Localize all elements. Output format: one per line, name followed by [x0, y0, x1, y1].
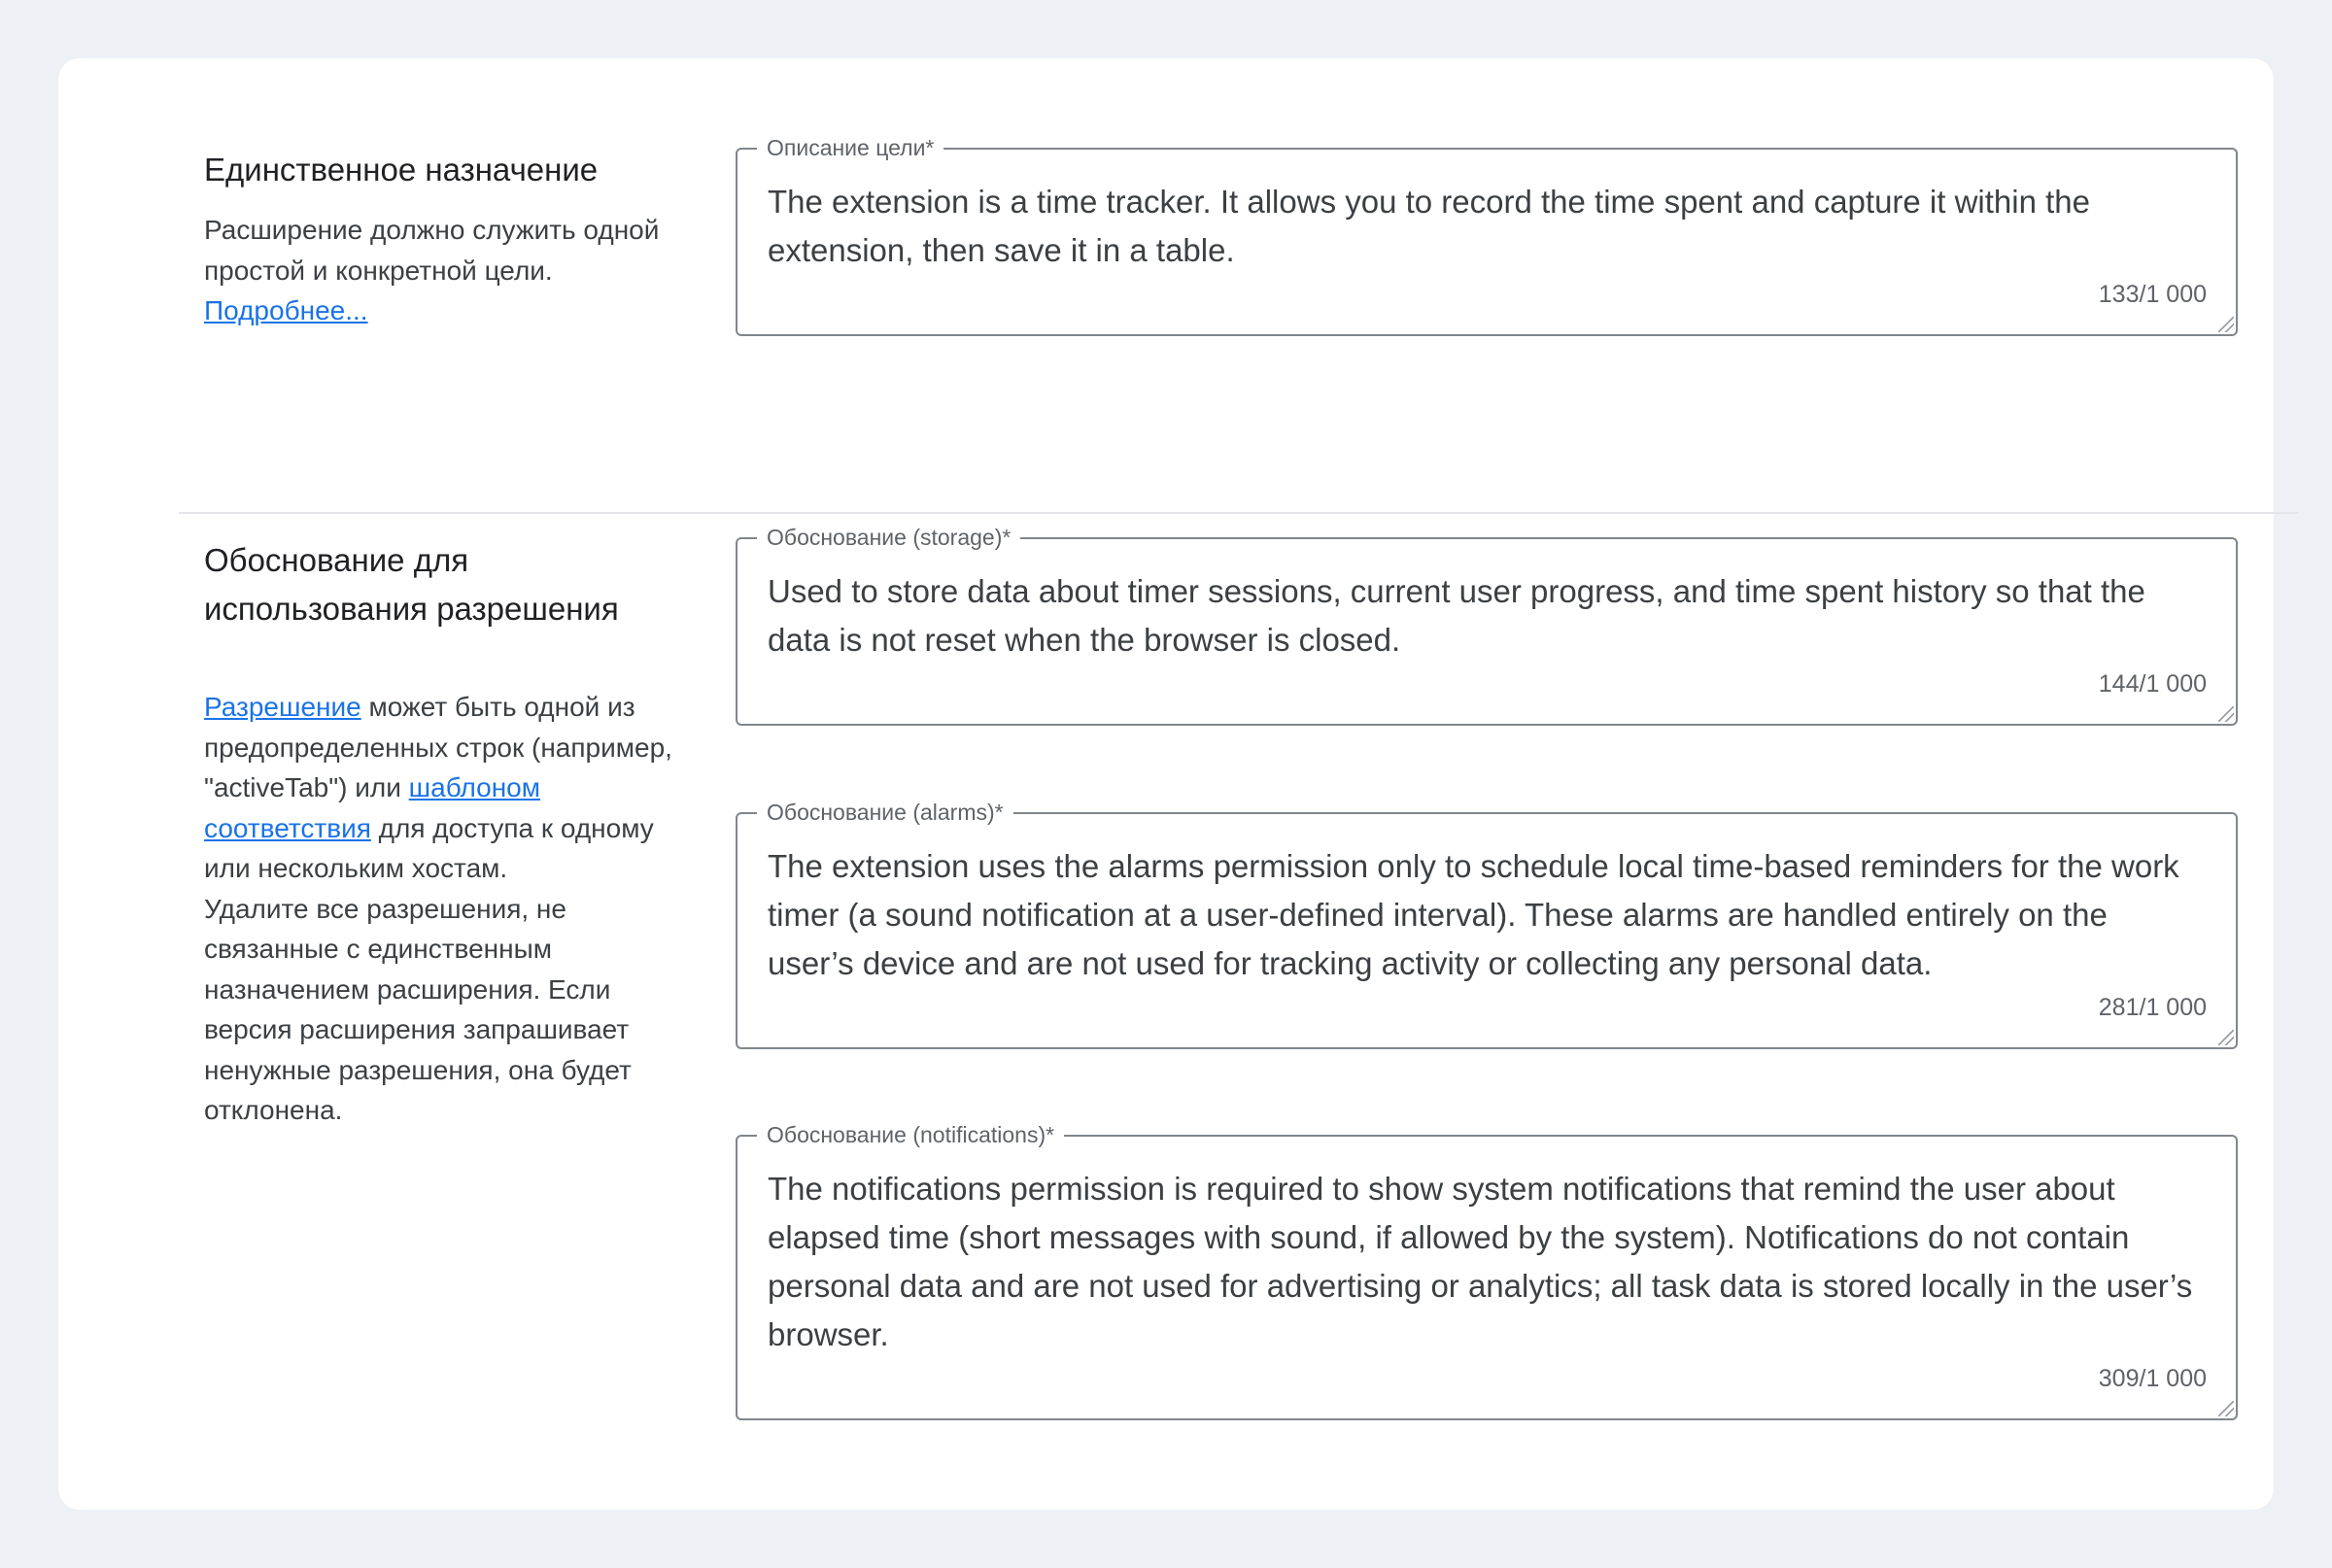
notifications-justification-counter: 309/1 000	[2098, 1365, 2207, 1392]
notifications-justification-value[interactable]: The notifications permission is required to show system notifications that remind the user about elapsed time (short messages with sound, if allowed by the system). Notifications do not contain personal data and are not used for advertising or analytics; all task data is stored locally in the user’s browser.	[768, 1171, 2193, 1352]
storage-justification-label: Обоснование (storage)*	[757, 525, 1020, 550]
storage-justification-value[interactable]: Used to store data about timer sessions, current user progress, and time spent history so that the data is not reset when the browser is closed.	[768, 573, 2145, 658]
resize-handle-icon[interactable]	[2218, 706, 2234, 722]
notifications-justification-label: Обоснование (notifications)*	[757, 1122, 1064, 1147]
resize-handle-icon[interactable]	[2218, 1401, 2234, 1416]
alarms-justification-counter: 281/1 000	[2098, 994, 2207, 1021]
section-divider	[179, 512, 2299, 514]
resize-handle-icon[interactable]	[2218, 317, 2234, 332]
match-pattern-link[interactable]: шаблоном соответствия	[204, 772, 540, 843]
resize-handle-icon[interactable]	[2218, 1030, 2234, 1045]
purpose-description-counter: 133/1 000	[2098, 281, 2207, 308]
single-purpose-description-text: Расширение должно служить одной простой и конкретной цели.	[204, 215, 660, 286]
storage-justification-field[interactable]	[736, 525, 2238, 726]
alarms-justification-label: Обоснование (alarms)*	[757, 800, 1013, 825]
purpose-description-field[interactable]	[736, 135, 2238, 336]
permissions-description-text-3: Удалите все разрешения, не связанные с единственным назначением расширения. Если версия расширения запрашивает ненужные разрешения, она будет отклонена.	[204, 893, 632, 1125]
permissions-title: Обоснование для использования разрешения	[204, 542, 619, 627]
notifications-justification-field[interactable]	[736, 1122, 2238, 1420]
alarms-justification-field[interactable]	[736, 800, 2238, 1049]
storage-justification-counter: 144/1 000	[2098, 670, 2207, 698]
single-purpose-description	[204, 210, 680, 331]
purpose-description-label: Описание цели*	[757, 135, 943, 160]
settings-card	[58, 58, 2274, 1510]
learn-more-link[interactable]: Подробнее...	[204, 295, 368, 325]
permission-link[interactable]: Разрешение	[204, 692, 361, 722]
single-purpose-title: Единственное назначение	[204, 152, 599, 187]
purpose-description-value[interactable]: The extension is a time tracker. It allows you to record the time spent and capture it within the extension, then save it in a table.	[768, 184, 2091, 268]
alarms-justification-value[interactable]: The extension uses the alarms permission only to schedule local time-based reminders for the work timer (a sound notification at a user-defined interval). These alarms are handled entirely on the user’s device and are not used for tracking activity or collecting any personal data.	[768, 848, 2179, 981]
permissions-description	[204, 687, 680, 1131]
permissions-description-text-2: для доступа к одному или нескольким хостам.	[204, 812, 654, 883]
permissions-description-text-1: может быть одной из предопределенных строк (например, "activeTab") или	[204, 692, 672, 802]
